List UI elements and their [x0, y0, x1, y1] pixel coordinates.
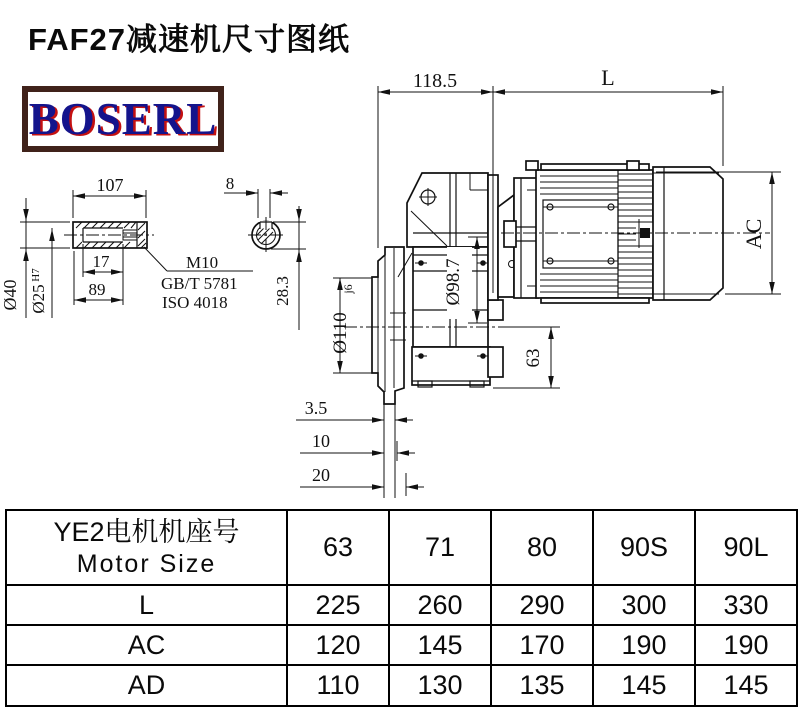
table-row-L	[6, 585, 797, 625]
row-label-AC: AC	[6, 625, 287, 665]
dia-110-tolerance-label: j6	[341, 284, 355, 294]
value-AD-90S: 145	[593, 665, 695, 706]
row-label-AD: AD	[6, 665, 287, 706]
dim-63-label: 63	[523, 348, 544, 368]
motor-size-90L: 90L	[695, 510, 797, 585]
hollow-shaft-detail	[0, 175, 253, 318]
value-AC-63: 120	[287, 625, 389, 665]
value-AC-80: 170	[491, 625, 593, 665]
value-AD-71: 130	[389, 665, 491, 706]
table-row-AC	[6, 625, 797, 665]
value-L-90L: 330	[695, 585, 797, 625]
value-L-90S: 300	[593, 585, 695, 625]
technical-drawing	[0, 60, 800, 506]
value-L-71: 260	[389, 585, 491, 625]
dim-3-5-label: 3.5	[304, 398, 328, 418]
value-L-80: 290	[491, 585, 593, 625]
value-AD-63: 110	[287, 665, 389, 706]
dia-40-label: Ø40	[0, 279, 20, 311]
dim-107-label: 107	[96, 175, 124, 195]
motor-size-header-en: Motor Size	[76, 550, 217, 579]
dim-10-label: 10	[312, 431, 330, 451]
value-L-63: 225	[287, 585, 389, 625]
motor-size-header-cn: YE2电机机座号	[53, 516, 240, 547]
motor-size-90S: 90S	[593, 510, 695, 585]
thread-note-label: M10	[186, 253, 219, 272]
value-AC-90L: 190	[695, 625, 797, 665]
dim-118-5-label: 118.5	[412, 70, 458, 92]
shaft-end-view	[224, 174, 306, 330]
motor-size-header-cell	[6, 510, 287, 585]
motor-size-80: 80	[491, 510, 593, 585]
dia-98-7-label: Ø98.7	[443, 258, 464, 306]
spec-table	[5, 509, 798, 707]
standard-iso-label: ISO 4018	[162, 293, 228, 312]
dim-28-3-label: 28.3	[273, 276, 292, 306]
dim-89-label: 89	[88, 280, 106, 299]
dim-20-label: 20	[312, 465, 330, 485]
dia-25-tolerance-label: H7	[30, 268, 42, 282]
value-AC-90S: 190	[593, 625, 695, 665]
value-AD-90L: 145	[695, 665, 797, 706]
motor-size-71: 71	[389, 510, 491, 585]
dim-L-label: L	[601, 65, 615, 90]
dim-17-label: 17	[92, 252, 110, 271]
row-label-L: L	[6, 585, 287, 625]
standard-gbt-label: GB/T 5781	[161, 274, 238, 293]
table-row-AD	[6, 665, 797, 706]
value-AD-80: 135	[491, 665, 593, 706]
value-AC-71: 145	[389, 625, 491, 665]
motor-size-63: 63	[287, 510, 389, 585]
gearmotor-side-view	[344, 161, 770, 404]
dim-8-label: 8	[225, 174, 235, 193]
dim-AC-label: AC	[741, 218, 766, 250]
dia-110-label: Ø110	[330, 312, 351, 354]
boserl-logo-text: BOSERL	[28, 93, 218, 144]
table-row-header	[6, 510, 797, 585]
page-title: FAF27减速机尺寸图纸	[28, 22, 351, 57]
dia-25-label: Ø25	[29, 284, 48, 314]
